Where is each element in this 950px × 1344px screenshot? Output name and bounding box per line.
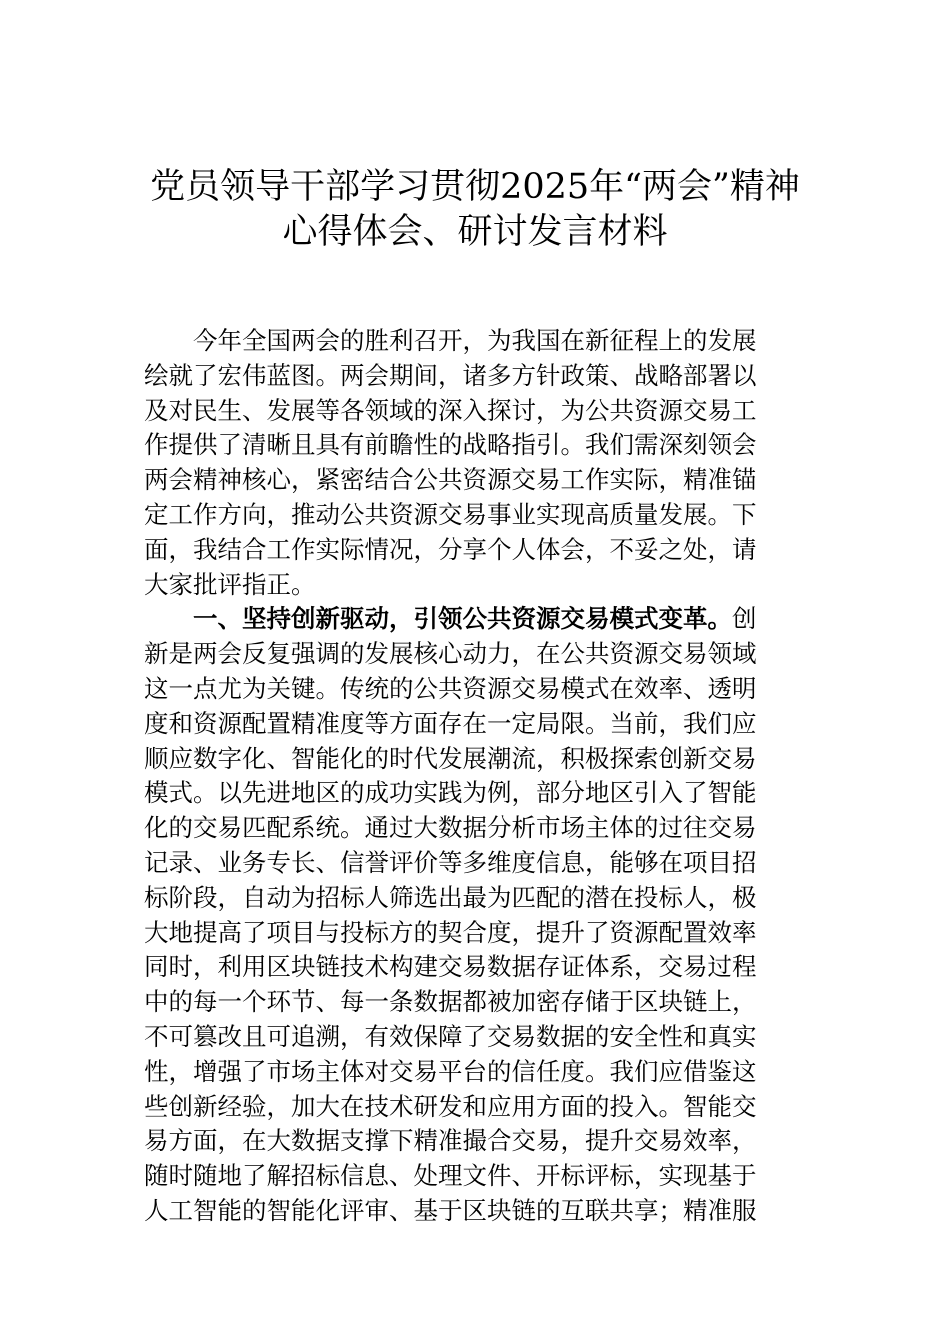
paragraph-1-line: 面，我结合工作实际情况，分享个人体会，不妥之处，请 xyxy=(144,534,757,564)
paragraph-2-first-line-rest: 创 xyxy=(732,604,757,634)
paragraph-2-line: 人工智能的智能化评审、基于区块链的互联共享；精准服 xyxy=(144,1195,757,1225)
paragraph-2-line: 新是两会反复强调的发展核心动力，在公共资源交易领域 xyxy=(144,639,757,669)
document-title-line-2: 心得体会、研讨发言材料 xyxy=(282,212,668,252)
paragraph-1-line: 两会精神核心，紧密结合公共资源交易工作实际，精准锚 xyxy=(144,465,757,495)
document-body xyxy=(144,324,806,1229)
paragraph-1-line: 大家批评指正。 xyxy=(144,569,316,599)
paragraph-2-line: 易方面，在大数据支撑下精准撮合交易，提升交易效率， xyxy=(144,1126,757,1156)
paragraph-1-line: 定工作方向，推动公共资源交易事业实现高质量发展。下 xyxy=(144,499,757,529)
paragraph-2-line: 大地提高了项目与投标方的契合度，提升了资源配置效率 xyxy=(144,917,757,947)
paragraph-2-line: 中的每一个环节、每一条数据都被加密存储于区块链上， xyxy=(144,987,757,1017)
paragraph-2-line: 标阶段，自动为招标人筛选出最为匹配的潜在投标人，极 xyxy=(144,882,757,912)
paragraph-2-line: 随时随地了解招标信息、处理文件、开标评标，实现基于 xyxy=(144,1161,757,1191)
paragraph-2-line: 些创新经验，加大在技术研发和应用方面的投入。智能交 xyxy=(144,1091,757,1121)
paragraph-2-line: 同时，利用区块链技术构建交易数据存证体系，交易过程 xyxy=(144,952,757,982)
paragraph-2-line: 记录、业务专长、信誉评价等多维度信息，能够在项目招 xyxy=(144,847,757,877)
section-heading-1: 一、坚持创新驱动，引领公共资源交易模式变革。 xyxy=(193,604,732,634)
paragraph-2-line: 性，增强了市场主体对交易平台的信任度。我们应借鉴这 xyxy=(144,1056,757,1086)
paragraph-1-line: 绘就了宏伟蓝图。两会期间，诸多方针政策、战略部署以 xyxy=(144,360,757,390)
document-title-line-1: 党员领导干部学习贯彻2025年“两会”精神 xyxy=(150,167,800,207)
paragraph-2-line: 模式。以先进地区的成功实践为例，部分地区引入了智能 xyxy=(144,778,757,808)
paragraph-1-line: 作提供了清晰且具有前瞻性的战略指引。我们需深刻领会 xyxy=(144,430,757,460)
paragraph-1-line: 及对民生、发展等各领域的深入探讨，为公共资源交易工 xyxy=(144,395,757,425)
paragraph-2-line: 顺应数字化、智能化的时代发展潮流，积极探索创新交易 xyxy=(144,743,757,773)
paragraph-2-line: 度和资源配置精准度等方面存在一定局限。当前，我们应 xyxy=(144,708,757,738)
paragraph-2-line: 不可篡改且可追溯，有效保障了交易数据的安全性和真实 xyxy=(144,1021,757,1051)
paragraph-1-line: 今年全国两会的胜利召开，为我国在新征程上的发展 xyxy=(193,326,757,355)
paragraph-2-line: 化的交易匹配系统。通过大数据分析市场主体的过往交易 xyxy=(144,813,757,843)
paragraph-2-first-line xyxy=(144,602,806,637)
paragraph-2-line: 这一点尤为关键。传统的公共资源交易模式在效率、透明 xyxy=(144,673,757,703)
